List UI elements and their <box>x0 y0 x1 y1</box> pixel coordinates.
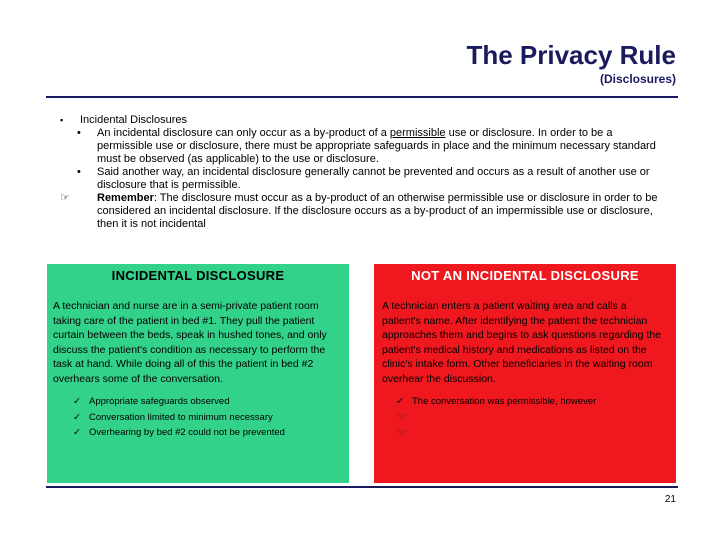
incidental-disclosure-box <box>47 264 349 483</box>
square-bullet-icon: ▪ <box>60 115 64 125</box>
pointing-hand-icon: ☞ <box>396 409 407 424</box>
sub-bullet-1 <box>60 127 670 166</box>
bullet-main-text: Incidental Disclosures <box>80 114 187 126</box>
pointer-item <box>396 410 676 426</box>
sub-bullet-1-underlined: permissible <box>389 127 446 139</box>
not-incidental-checklist <box>374 394 676 442</box>
incidental-checklist <box>47 394 349 441</box>
check-item-text: Conversation limited to minimum necessary <box>89 411 273 423</box>
bullet-list <box>60 114 670 231</box>
check-item <box>73 394 349 410</box>
checkmark-icon: ✓ <box>73 411 81 423</box>
check-item-text: The conversation was permissible, however <box>412 396 597 407</box>
sub-bullet-1-text-post: use or disclosure. In order to be a permissible use or disclosure, there must be appropriate safeguards in place and the minimum necessary standard must be observed (as applicable) to the use or disclosure. <box>97 127 656 165</box>
dot-bullet-icon: • <box>77 127 81 139</box>
header-divider <box>46 96 678 98</box>
sub-bullet-1-text-pre: An incidental disclosure can only occur as a by-product of a <box>97 127 390 139</box>
incidental-disclosure-heading: INCIDENTAL DISCLOSURE <box>111 268 285 283</box>
slide-subtitle: (Disclosures) <box>599 72 676 86</box>
remember-note <box>60 192 670 231</box>
check-item-text: Overhearing by bed #2 could not be prevented <box>89 427 285 438</box>
sub-bullet-2-text: Said another way, an incidental disclosure generally cannot be prevented and occurs as a result of another use or disclosure that is permissible. <box>97 166 650 191</box>
incidental-disclosure-scenario: A technician and nurse are in a semi-private patient room taking care of the patient in bed #1. They pull the patient curtain between the beds, speak in hushed tones, and only discuss the patient's condition as necessary to perform the task at hand. While doing all of this the patient in bed #2 overhears some of the conversation. <box>53 300 327 385</box>
checkmark-icon: ✓ <box>73 427 81 438</box>
pointing-hand-icon: ☞ <box>396 425 407 440</box>
check-item <box>396 394 676 410</box>
footer-divider <box>46 486 678 488</box>
not-incidental-disclosure-heading: NOT AN INCIDENTAL DISCLOSURE <box>411 268 639 283</box>
dot-bullet-icon: • <box>77 166 81 178</box>
not-incidental-disclosure-box <box>374 264 676 483</box>
pointing-hand-icon: ☞ <box>60 192 70 204</box>
checkmark-icon: ✓ <box>73 396 81 407</box>
sub-bullet-2 <box>60 166 670 192</box>
checkmark-icon: ✓ <box>396 396 404 407</box>
remember-label: Remember <box>97 192 154 204</box>
pointer-item <box>396 426 676 442</box>
remember-text: : The disclosure must occur as a by-product of an otherwise permissible use or disclosure in order to be considered an incidental disclosure. If the disclosure occurs as a by-product of an impermissible use or disclosure, then it is not incidental <box>97 192 658 230</box>
check-item <box>73 425 349 441</box>
check-item <box>73 410 349 426</box>
slide-title: The Privacy Rule <box>466 40 676 70</box>
bullet-incidental-disclosures <box>60 114 670 127</box>
not-incidental-disclosure-scenario: A technician enters a patient waiting area and calls a patient's name. After identifying the patient the technician approaches them and begins to ask questions regarding the patient's medical history and medications as listed on the clinic's intake form. Other beneficiaries in the waiting room overhear the discussion. <box>382 300 662 385</box>
page-number: 21 <box>664 494 676 505</box>
check-item-text: Appropriate safeguards observed <box>89 396 230 407</box>
